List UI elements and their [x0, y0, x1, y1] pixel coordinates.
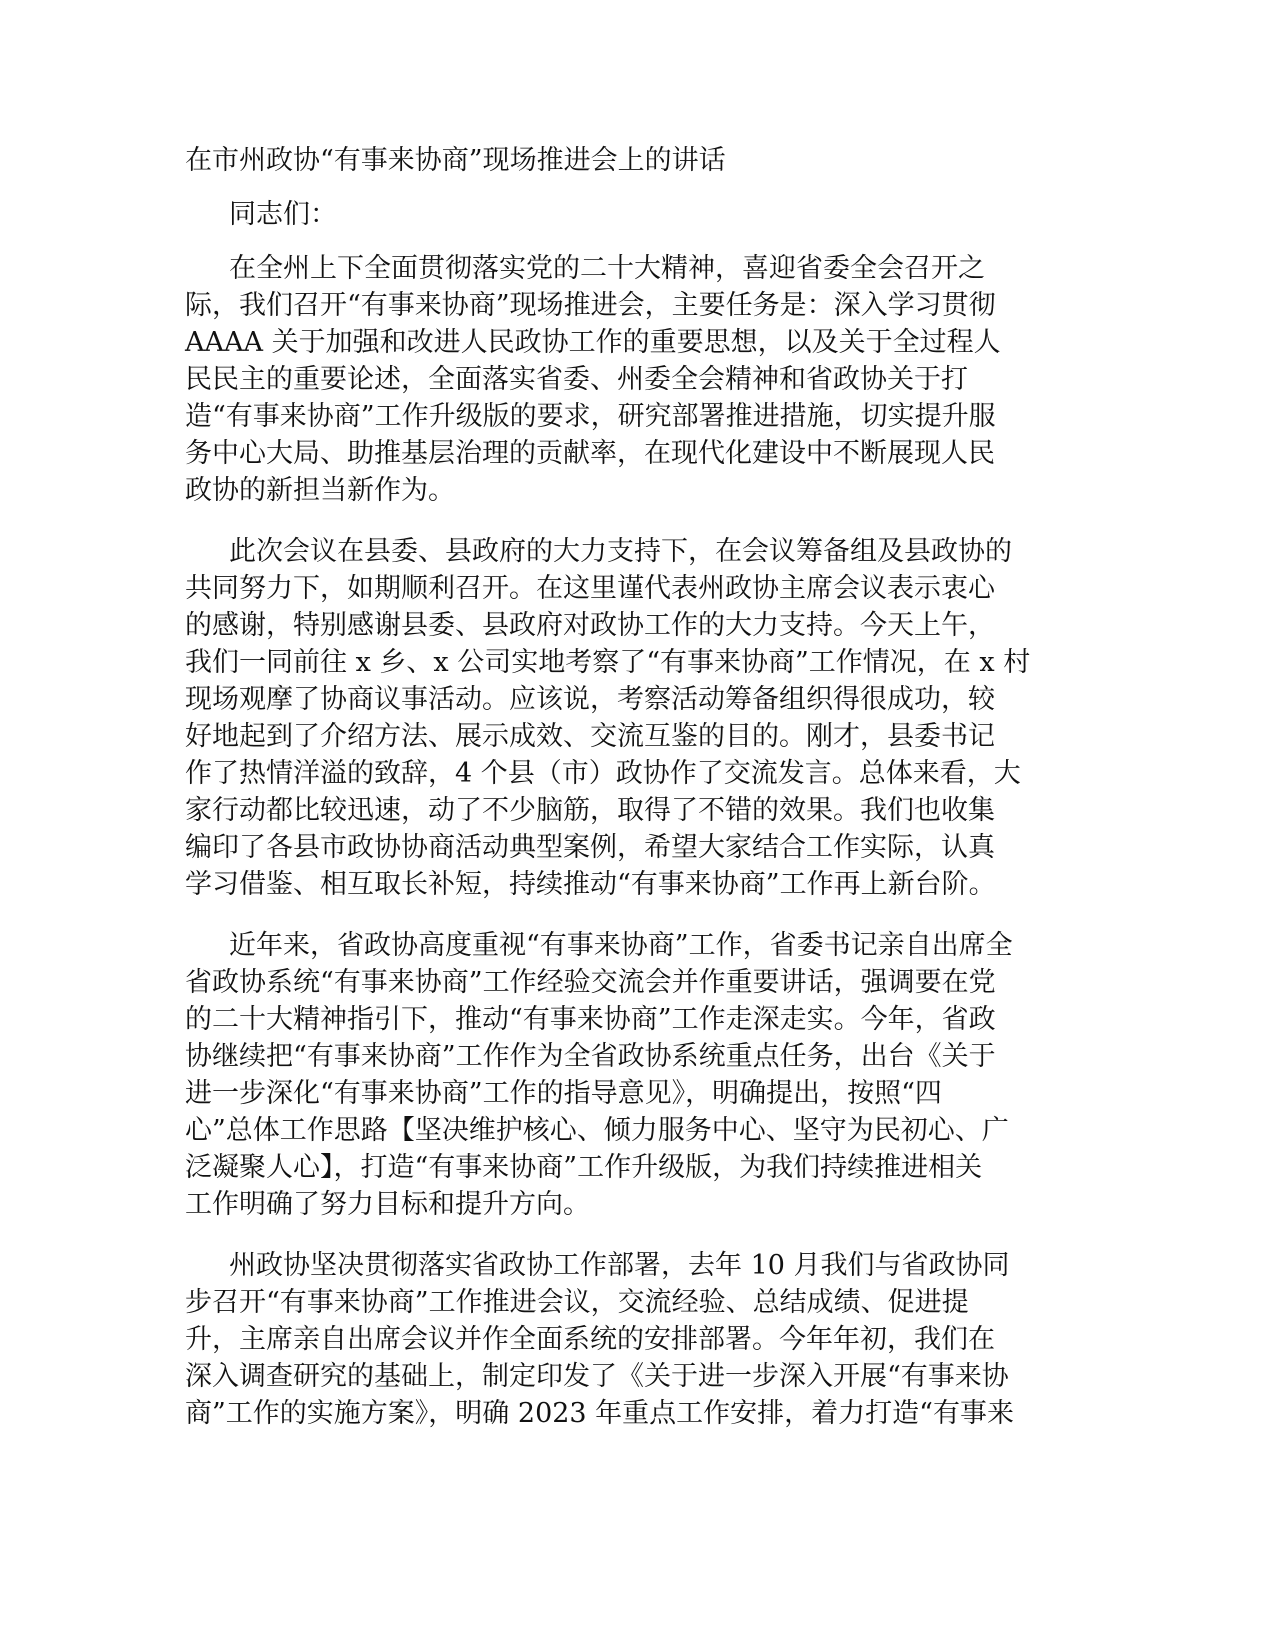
paragraph-line: 升，主席亲自出席会议并作全面系统的安排部署。今年年初，我们在	[185, 1324, 995, 1355]
paragraph-line: 此次会议在县委、县政府的大力支持下，在会议筹备组及县政协的	[229, 536, 1012, 567]
paragraph-line: 现场观摩了协商议事活动。应该说，考察活动筹备组织得很成功，较	[185, 684, 995, 715]
paragraph	[185, 533, 1085, 903]
paragraph-line: AAAA 关于加强和改进人民政协工作的重要思想，以及关于全过程人	[185, 327, 1001, 358]
paragraph-line: 工作明确了努力目标和提升方向。	[185, 1189, 590, 1220]
paragraph-line: 近年来，省政协高度重视“有事来协商”工作，省委书记亲自出席全	[229, 930, 1013, 961]
paragraph-line: 泛凝聚人心】，打造“有事来协商”工作升级版，为我们持续推进相关	[185, 1152, 983, 1183]
paragraph-line: 省政协系统“有事来协商”工作经验交流会并作重要讲话，强调要在党	[185, 967, 996, 998]
paragraph-line: 商”工作的实施方案》，明确 2023 年重点工作安排，着力打造“有事来	[185, 1398, 1014, 1429]
paragraph-line: 务中心大局、助推基层治理的贡献率，在现代化建设中不断展现人民	[185, 438, 995, 469]
paragraph-line: 共同努力下，如期顺利召开。在这里谨代表州政协主席会议表示衷心	[185, 573, 995, 604]
paragraph-list	[185, 250, 1085, 1432]
document-body	[185, 142, 1085, 1456]
paragraph-line: 编印了各县市政协协商活动典型案例，希望大家结合工作实际，认真	[185, 832, 995, 863]
salutation: 同志们：	[229, 199, 337, 230]
paragraph-line: 在全州上下全面贯彻落实党的二十大精神，喜迎省委全会召开之	[229, 253, 985, 284]
paragraph-line: 家行动都比较迅速，动了不少脑筋，取得了不错的效果。我们也收集	[185, 795, 995, 826]
paragraph	[185, 927, 1085, 1223]
paragraph-line: 深入调查研究的基础上，制定印发了《关于进一步深入开展“有事来协	[185, 1361, 1009, 1392]
paragraph-line: 学习借鉴、相互取长补短，持续推动“有事来协商”工作再上新台阶。	[185, 869, 996, 900]
paragraph-line: 际，我们召开“有事来协商”现场推进会，主要任务是：深入学习贯彻	[185, 290, 996, 321]
paragraph-line: 作了热情洋溢的致辞，4 个县（市）政协作了交流发言。总体来看，大	[185, 758, 1021, 789]
paragraph-line: 协继续把“有事来协商”工作作为全省政协系统重点任务，出台《关于	[185, 1041, 996, 1072]
paragraph-line: 民民主的重要论述，全面落实省委、州委全会精神和省政协关于打	[185, 364, 968, 395]
paragraph-line: 我们一同前往 x 乡、x 公司实地考察了“有事来协商”工作情况，在 x 村	[185, 647, 1031, 678]
paragraph-line: 进一步深化“有事来协商”工作的指导意见》，明确提出，按照“四	[185, 1078, 942, 1109]
paragraph-line: 造“有事来协商”工作升级版的要求，研究部署推进措施，切实提升服	[185, 401, 996, 432]
paragraph-line: 的二十大精神指引下，推动“有事来协商”工作走深走实。今年，省政	[185, 1004, 996, 1035]
paragraph-line: 政协的新担当新作为。	[185, 475, 455, 506]
paragraph-line: 心”总体工作思路【坚决维护核心、倾力服务中心、坚守为民初心、广	[185, 1115, 1009, 1146]
paragraph-line: 步召开“有事来协商”工作推进会议，交流经验、总结成绩、促进提	[185, 1287, 969, 1318]
document-title: 在市州政协“有事来协商”现场推进会上的讲话	[185, 145, 726, 176]
paragraph-line: 州政协坚决贯彻落实省政协工作部署，去年 10 月我们与省政协同	[229, 1250, 1010, 1281]
paragraph-line: 好地起到了介绍方法、展示成效、交流互鉴的目的。刚才，县委书记	[185, 721, 995, 752]
paragraph-line: 的感谢，特别感谢县委、县政府对政协工作的大力支持。今天上午，	[185, 610, 995, 641]
paragraph	[185, 250, 1085, 509]
paragraph	[185, 1247, 1085, 1432]
